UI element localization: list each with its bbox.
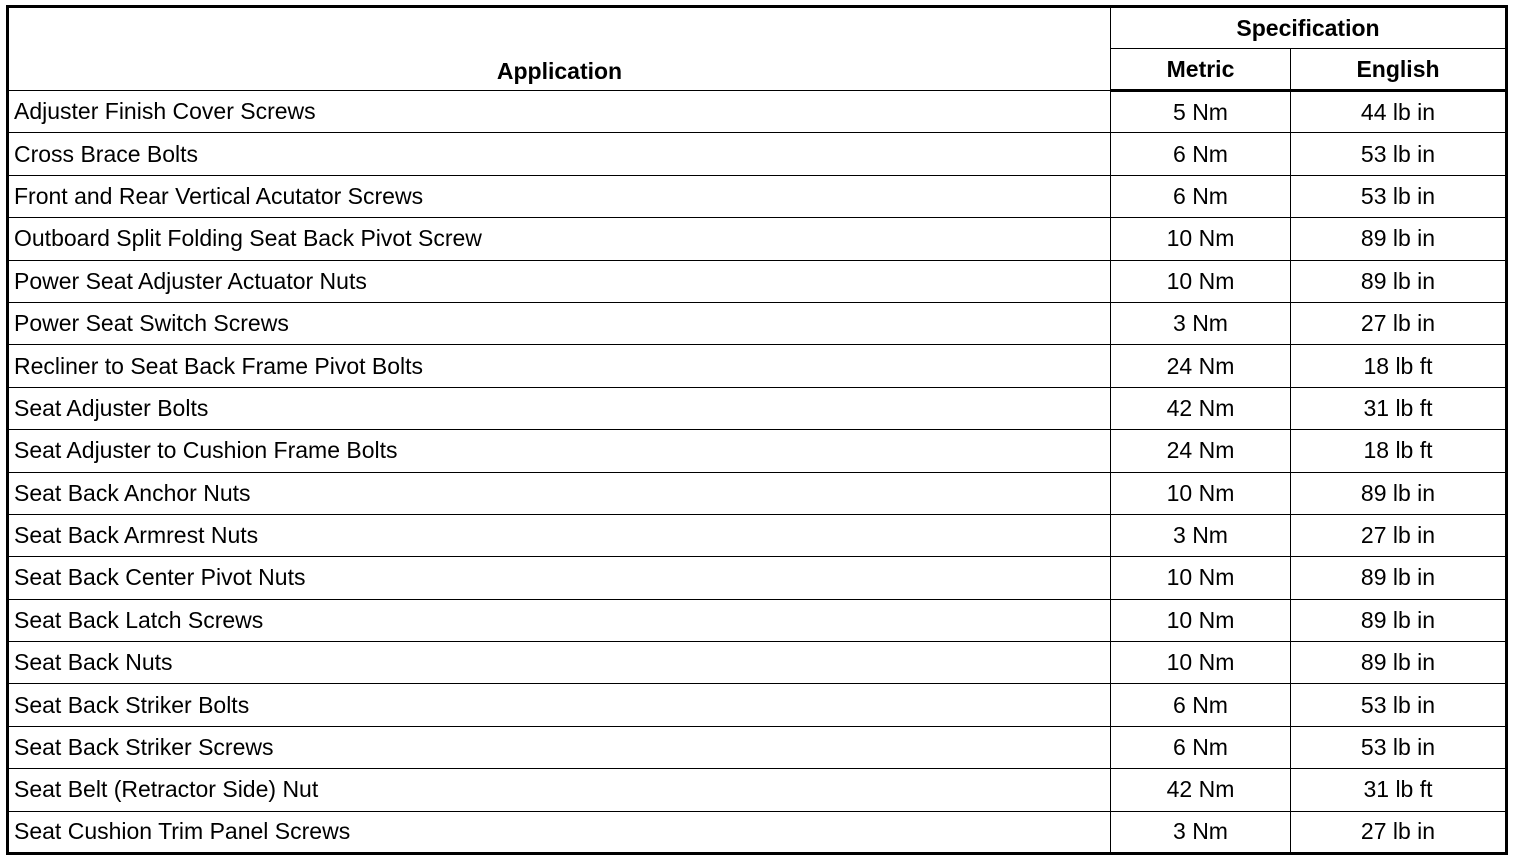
english-value-cell: 53 lb in xyxy=(1291,684,1507,726)
application-cell: Seat Back Latch Screws xyxy=(8,599,1111,641)
metric-value-cell: 10 Nm xyxy=(1111,260,1291,302)
english-column-header: English xyxy=(1291,49,1507,91)
torque-spec-table xyxy=(6,5,1508,855)
english-value-cell: 53 lb in xyxy=(1291,175,1507,217)
application-cell: Power Seat Switch Screws xyxy=(8,302,1111,344)
table-row xyxy=(8,260,1507,302)
table-row xyxy=(8,811,1507,853)
table-body xyxy=(8,91,1507,854)
english-value-cell: 44 lb in xyxy=(1291,91,1507,133)
table-row xyxy=(8,684,1507,726)
table-row xyxy=(8,387,1507,429)
table-row xyxy=(8,599,1507,641)
table-row xyxy=(8,218,1507,260)
table-row xyxy=(8,726,1507,768)
table-row xyxy=(8,175,1507,217)
table-row xyxy=(8,133,1507,175)
metric-value-cell: 10 Nm xyxy=(1111,218,1291,260)
metric-value-cell: 24 Nm xyxy=(1111,430,1291,472)
metric-value-cell: 10 Nm xyxy=(1111,599,1291,641)
english-value-cell: 18 lb ft xyxy=(1291,430,1507,472)
application-cell: Seat Back Armrest Nuts xyxy=(8,514,1111,556)
application-cell: Seat Back Striker Screws xyxy=(8,726,1111,768)
application-cell: Seat Adjuster to Cushion Frame Bolts xyxy=(8,430,1111,472)
metric-column-header: Metric xyxy=(1111,49,1291,91)
table-row xyxy=(8,345,1507,387)
table-row xyxy=(8,769,1507,811)
metric-value-cell: 6 Nm xyxy=(1111,133,1291,175)
application-cell: Seat Back Anchor Nuts xyxy=(8,472,1111,514)
application-cell: Cross Brace Bolts xyxy=(8,133,1111,175)
application-cell: Seat Back Center Pivot Nuts xyxy=(8,557,1111,599)
application-cell: Seat Cushion Trim Panel Screws xyxy=(8,811,1111,853)
table-row xyxy=(8,430,1507,472)
metric-value-cell: 6 Nm xyxy=(1111,726,1291,768)
specification-column-header: Specification xyxy=(1111,7,1507,49)
english-value-cell: 53 lb in xyxy=(1291,726,1507,768)
application-cell: Adjuster Finish Cover Screws xyxy=(8,91,1111,133)
application-cell: Outboard Split Folding Seat Back Pivot Screw xyxy=(8,218,1111,260)
metric-value-cell: 3 Nm xyxy=(1111,811,1291,853)
english-value-cell: 31 lb ft xyxy=(1291,769,1507,811)
metric-value-cell: 10 Nm xyxy=(1111,557,1291,599)
english-value-cell: 89 lb in xyxy=(1291,218,1507,260)
english-value-cell: 89 lb in xyxy=(1291,260,1507,302)
metric-value-cell: 10 Nm xyxy=(1111,472,1291,514)
metric-value-cell: 5 Nm xyxy=(1111,91,1291,133)
english-value-cell: 27 lb in xyxy=(1291,302,1507,344)
application-cell: Front and Rear Vertical Acutator Screws xyxy=(8,175,1111,217)
english-value-cell: 53 lb in xyxy=(1291,133,1507,175)
english-value-cell: 89 lb in xyxy=(1291,557,1507,599)
metric-value-cell: 3 Nm xyxy=(1111,302,1291,344)
metric-value-cell: 10 Nm xyxy=(1111,642,1291,684)
application-cell: Recliner to Seat Back Frame Pivot Bolts xyxy=(8,345,1111,387)
table-row xyxy=(8,472,1507,514)
english-value-cell: 27 lb in xyxy=(1291,514,1507,556)
application-cell: Power Seat Adjuster Actuator Nuts xyxy=(8,260,1111,302)
metric-value-cell: 24 Nm xyxy=(1111,345,1291,387)
header-row-top xyxy=(8,7,1507,49)
application-column-header: Application xyxy=(8,7,1111,91)
metric-value-cell: 3 Nm xyxy=(1111,514,1291,556)
metric-value-cell: 6 Nm xyxy=(1111,175,1291,217)
application-cell: Seat Back Striker Bolts xyxy=(8,684,1111,726)
table-row xyxy=(8,302,1507,344)
table-row xyxy=(8,642,1507,684)
english-value-cell: 31 lb ft xyxy=(1291,387,1507,429)
table-row xyxy=(8,91,1507,133)
metric-value-cell: 6 Nm xyxy=(1111,684,1291,726)
english-value-cell: 27 lb in xyxy=(1291,811,1507,853)
application-cell: Seat Belt (Retractor Side) Nut xyxy=(8,769,1111,811)
table-row xyxy=(8,557,1507,599)
english-value-cell: 89 lb in xyxy=(1291,599,1507,641)
metric-value-cell: 42 Nm xyxy=(1111,769,1291,811)
table-row xyxy=(8,514,1507,556)
english-value-cell: 89 lb in xyxy=(1291,472,1507,514)
metric-value-cell: 42 Nm xyxy=(1111,387,1291,429)
english-value-cell: 89 lb in xyxy=(1291,642,1507,684)
application-cell: Seat Adjuster Bolts xyxy=(8,387,1111,429)
english-value-cell: 18 lb ft xyxy=(1291,345,1507,387)
application-cell: Seat Back Nuts xyxy=(8,642,1111,684)
